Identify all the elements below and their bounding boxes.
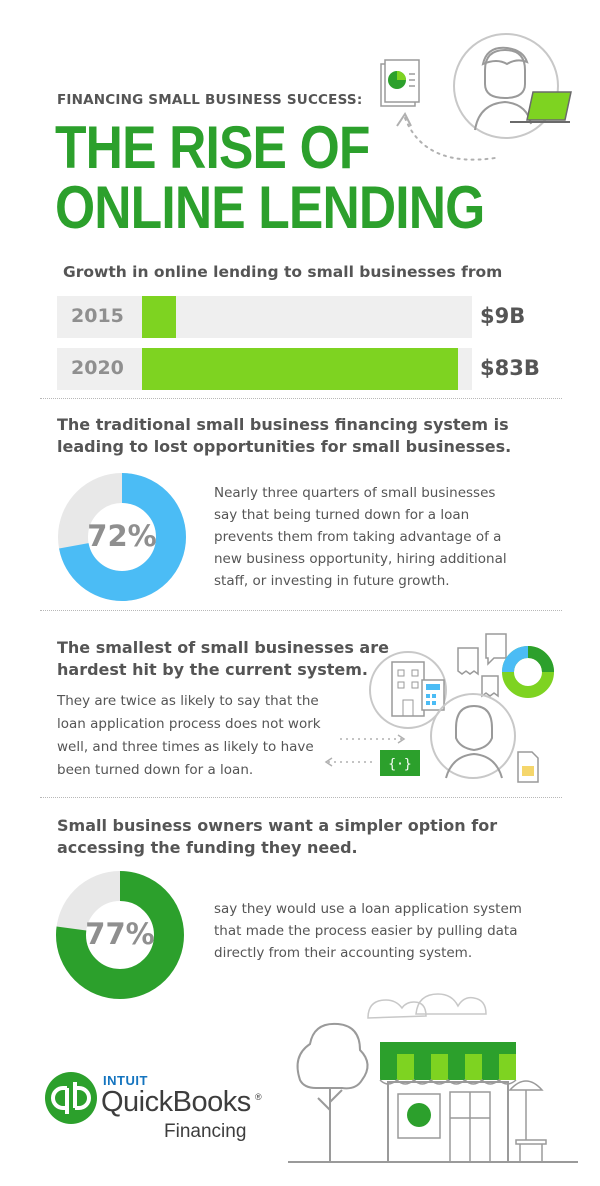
intuit-wordmark: INTUIT (103, 1073, 148, 1088)
traditional-text-line-2: say that being turned down for a loan (214, 507, 470, 523)
bar-year-2015: 2015 (71, 305, 124, 327)
business-documents-illustration (318, 628, 558, 793)
document-icon (518, 752, 538, 782)
simpler-text-line-2: that made the process easier by pulling data (214, 923, 518, 939)
traditional-heading-line-1: The traditional small business financing system is (57, 415, 509, 434)
pretitle: FINANCING SMALL BUSINESS SUCCESS: (57, 92, 363, 108)
calculator-icon (422, 680, 444, 710)
smallest-heading-line-2: hardest hit by the current system. (57, 660, 368, 679)
pie-chart-icon (508, 652, 548, 692)
bar-fill-2020 (142, 348, 458, 390)
quickbooks-logo-icon (45, 1072, 97, 1124)
cash-icon (380, 750, 420, 776)
traditional-text-line-3: prevents them from taking advantage of a (214, 529, 502, 545)
divider-3 (40, 797, 562, 798)
building-icon (392, 662, 424, 716)
simpler-text-line-1: say they would use a loan application system (214, 901, 522, 917)
bar-track-2015 (57, 296, 472, 338)
traditional-heading-line-2: leading to lost opportunities for small businesses. (57, 437, 512, 456)
divider-2 (40, 610, 562, 611)
simpler-heading-line-2: accessing the funding they need. (57, 838, 358, 857)
storefront-illustration (288, 980, 578, 1175)
page-title-line-1: THE RISE OF (55, 114, 370, 181)
receipt-icon (458, 634, 506, 696)
awning-icon (380, 1042, 516, 1084)
bar-value-2020: $83B (480, 356, 540, 380)
shop-sign-icon (407, 1103, 431, 1127)
smallest-text-line-3: well, and three times as likely to have (57, 739, 314, 755)
percent-72: 72% (87, 519, 157, 553)
financing-wordmark: Financing (164, 1121, 247, 1142)
smallest-heading-line-1: The smallest of small businesses are (57, 638, 389, 657)
bar-value-2015: $9B (480, 304, 526, 328)
page-title-line-2: ONLINE LENDING (55, 174, 485, 241)
traditional-text-line-1: Nearly three quarters of small businesses (214, 485, 496, 501)
smallest-text-line-2: loan application process does not work (57, 716, 321, 732)
person-laptop-illustration (375, 30, 585, 175)
simpler-heading-line-1: Small business owners want a simpler option for (57, 816, 498, 835)
traditional-text-line-5: staff, or investing in future growth. (214, 573, 450, 589)
growth-heading: Growth in online lending to small businesses from (63, 263, 503, 281)
divider-1 (40, 398, 562, 399)
percent-77: 77% (85, 917, 155, 951)
bar-fill-2015 (142, 296, 176, 338)
umbrella-table-icon (510, 1081, 546, 1162)
svg-text:{·}: {·} (388, 757, 412, 772)
bar-track-2020 (57, 348, 472, 390)
tree-icon (298, 1024, 368, 1162)
traditional-text-line-4: new business opportunity, hiring additional (214, 551, 507, 567)
bar-year-2020: 2020 (71, 357, 124, 379)
smallest-text-line-4: been turned down for a loan. (57, 762, 254, 778)
smallest-text-line-1: They are twice as likely to say that the (57, 693, 319, 709)
registered-mark: ® (255, 1092, 262, 1102)
simpler-text-line-3: directly from their accounting system. (214, 945, 473, 961)
chart-document-icon (381, 60, 419, 106)
quickbooks-wordmark: QuickBooks (101, 1086, 251, 1118)
